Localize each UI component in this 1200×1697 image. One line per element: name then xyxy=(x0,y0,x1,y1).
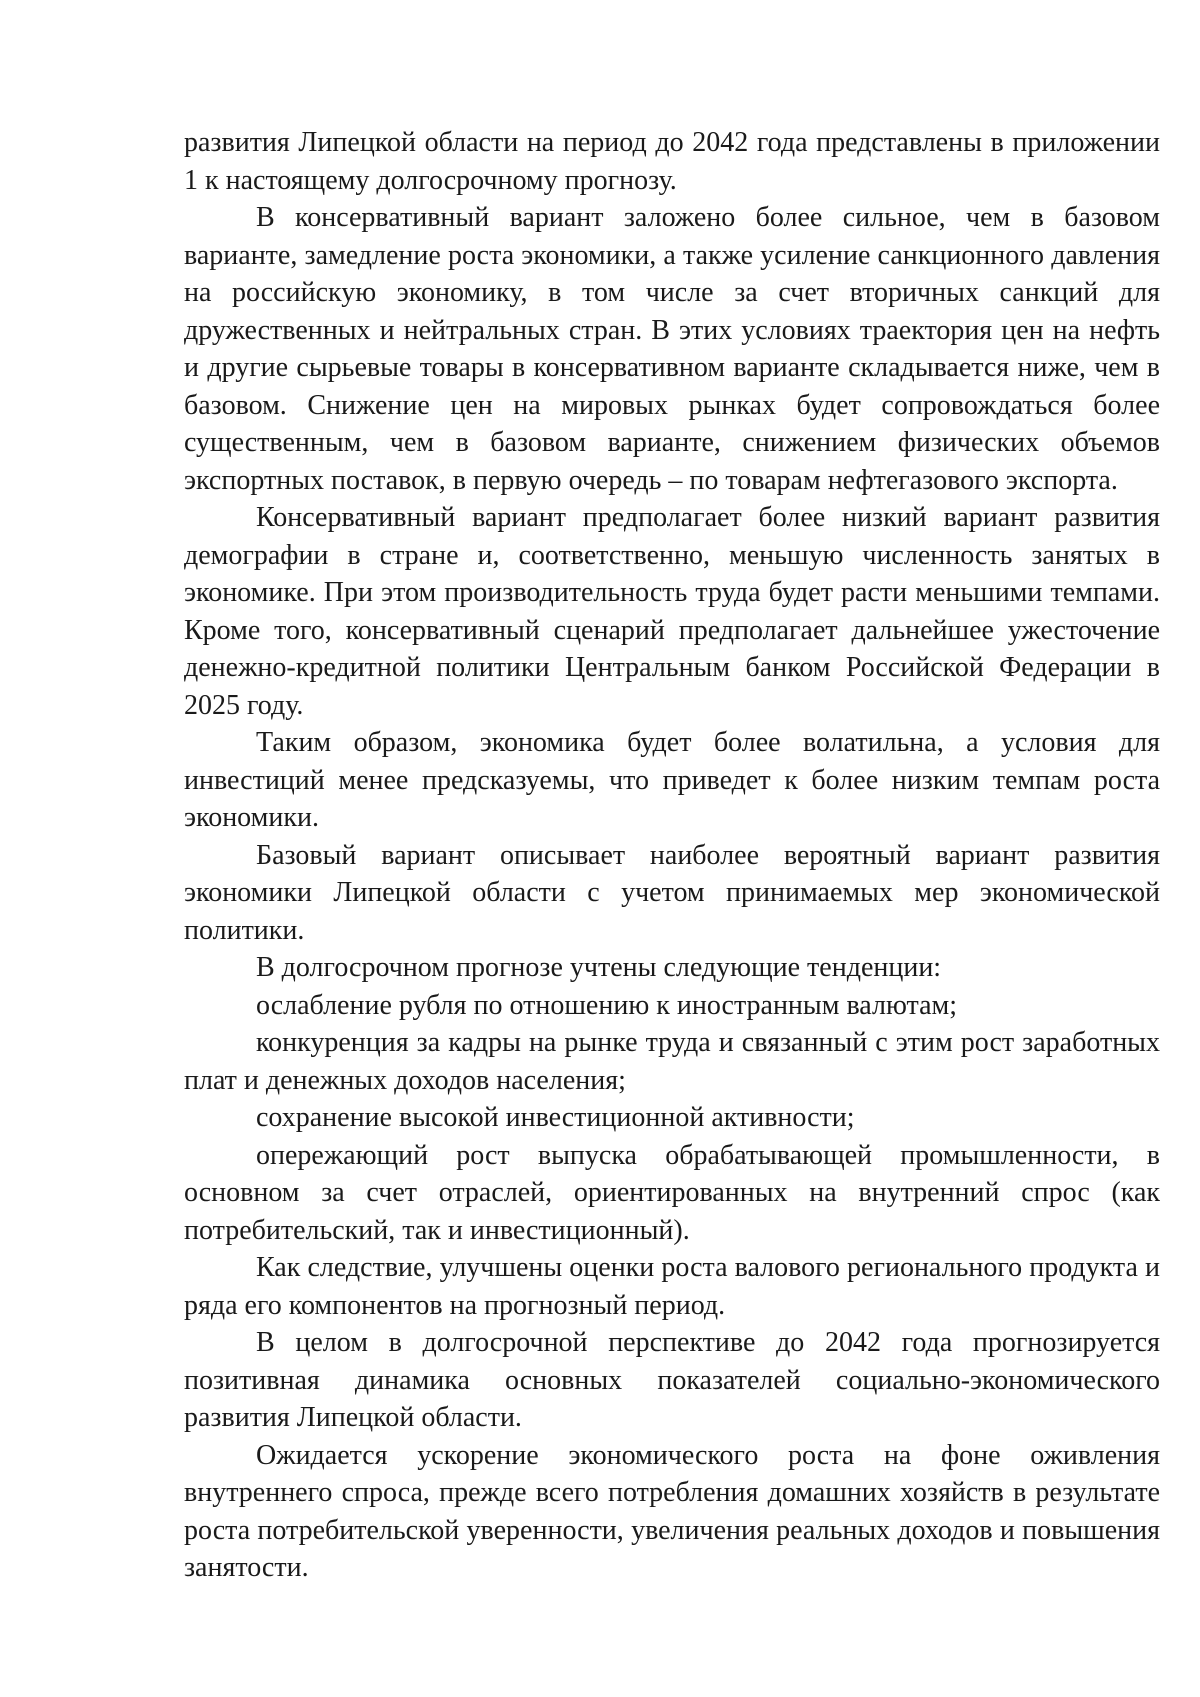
paragraph-base-variant: Базовый вариант описывает наиболее вероятный вариант развития экономики Липецкой области с учетом принимаемых мер экономической политики. xyxy=(184,839,1160,946)
paragraph-conservative-variant: В консервативный вариант заложено более сильное, чем в базовом варианте, замедление роста экономики, а также усиление санкционного давления на российскую экономику, в том числе за счет вторичных санкций для дружественных и нейтральных стран. В этих условиях траектория цен на нефть и другие сырьевые товары в консервативном варианте складывается ниже, чем в базовом. Снижение цен на мировых рынках будет сопровождаться более существенным, чем в базовом варианте, снижением физических объемов экспортных поставок, в первую очередь – по товарам нефтегазового экспорта. xyxy=(184,202,1160,496)
trend-item-investment: сохранение высокой инвестиционной активности; xyxy=(256,1102,855,1133)
paragraph-trends-intro: В долгосрочном прогнозе учтены следующие тенденции: xyxy=(256,952,942,983)
paragraph-long-term-outlook: В целом в долгосрочной перспективе до 2042 года прогнозируется позитивная динамика основных показателей социально-экономического развития Липецкой области. xyxy=(184,1327,1160,1433)
paragraph-conservative-demography: Консервативный вариант предполагает более низкий вариант развития демографии в стране и, соответственно, меньшую численность занятых в экономике. При этом производительность труда будет расти меньшими темпами. Кроме того, консервативный сценарий предполагает дальнейшее ужесточение денежно-кредитной политики Центральным банком Российской Федерации в 2025 году. xyxy=(184,502,1160,721)
trend-item-ruble: ослабление рубля по отношению к иностранным валютам; xyxy=(256,989,957,1021)
paragraph-consequence: Как следствие, улучшены оценки роста валового регионального продукта и ряда его компонентов на прогнозный период. xyxy=(184,1252,1160,1321)
trend-item-labor: конкуренция за кадры на рынке труда и связанный с этим рост заработных плат и денежных доходов населения; xyxy=(184,1027,1160,1096)
paragraph-growth-expectation: Ожидается ускорение экономического роста на фоне оживления внутреннего спроса, прежде всего потребления домашних хозяйств в результате роста потребительской уверенности, увеличения реальных доходов и повышения занятости. xyxy=(184,1439,1160,1583)
paragraph-continuation: развития Липецкой области на период до 2042 года представлены в приложении 1 к настоящему долгосрочному прогнозу. xyxy=(184,127,1160,196)
trend-item-manufacturing: опережающий рост выпуска обрабатывающей промышленности, в основном за счет отраслей, ориентированных на внутренний спрос (как потребительский, так и инвестиционный). xyxy=(184,1139,1160,1246)
document-body xyxy=(184,124,1160,1587)
paragraph-volatility: Таким образом, экономика будет более волатильна, а условия для инвестиций менее предсказуемы, что приведет к более низким темпам роста экономики. xyxy=(184,727,1160,833)
